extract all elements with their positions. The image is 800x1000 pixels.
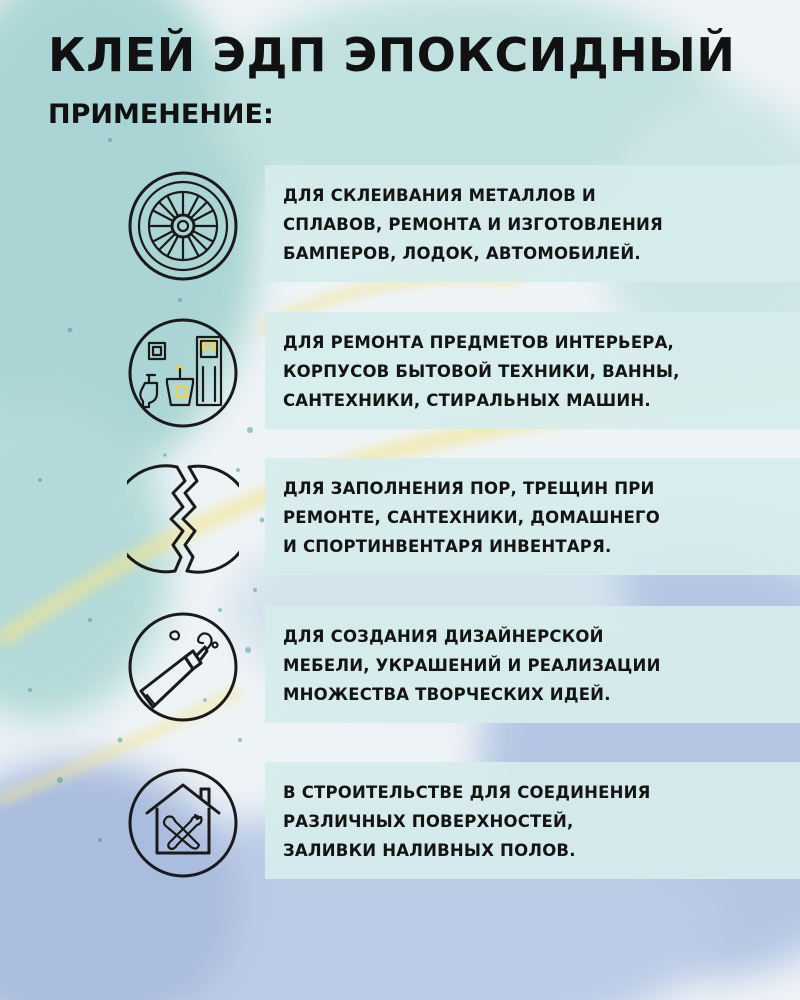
usage-text-line: БАМПЕРОВ, ЛОДОК, АВТОМОБИЛЕЙ.	[283, 244, 641, 263]
house-tools-icon	[127, 767, 239, 879]
usage-text-line: РЕМОНТЕ, САНТЕХНИКИ, ДОМАШНЕГО	[283, 508, 660, 527]
usage-text-line: И СПОРТИНВЕНТАРЯ ИНВЕНТАРЯ.	[283, 537, 612, 556]
usage-item-interior	[0, 312, 800, 442]
section-subtitle: ПРИМЕНЕНИЕ:	[48, 99, 274, 130]
page-title: КЛЕЙ ЭДП ЭПОКСИДНЫЙ	[48, 28, 736, 82]
usage-text-panel	[265, 606, 800, 723]
usage-text-panel	[265, 458, 800, 575]
usage-text-line: МЕБЕЛИ, УКРАШЕНИЙ И РЕАЛИЗАЦИИ	[283, 656, 661, 675]
usage-item-design	[0, 606, 800, 736]
usage-item-cracks	[0, 458, 800, 588]
usage-text-panel	[265, 312, 800, 429]
usage-item-metals	[0, 165, 800, 295]
usage-text-line: КОРПУСОВ БЫТОВОЙ ТЕХНИКИ, ВАННЫ,	[283, 362, 680, 381]
wheel-icon	[127, 170, 239, 282]
usage-text-line: В СТРОИТЕЛЬСТВЕ ДЛЯ СОЕДИНЕНИЯ	[283, 783, 651, 802]
glue-tube-icon	[127, 611, 239, 723]
usage-text-line: ДЛЯ СКЛЕИВАНИЯ МЕТАЛЛОВ И	[283, 186, 596, 205]
usage-item-construction	[0, 762, 800, 892]
usage-text-line: РАЗЛИЧНЫХ ПОВЕРХНОСТЕЙ,	[283, 812, 574, 831]
crack-icon	[127, 463, 239, 575]
usage-text-panel	[265, 762, 800, 879]
bathroom-icon	[127, 317, 239, 429]
usage-text-line: САНТЕХНИКИ, СТИРАЛЬНЫХ МАШИН.	[283, 391, 651, 410]
usage-text-line: ДЛЯ ЗАПОЛНЕНИЯ ПОР, ТРЕЩИН ПРИ	[283, 479, 655, 498]
usage-text-line: СПЛАВОВ, РЕМОНТА И ИЗГОТОВЛЕНИЯ	[283, 215, 663, 234]
usage-text-panel	[265, 165, 800, 282]
usage-text-line: МНОЖЕСТВА ТВОРЧЕСКИХ ИДЕЙ.	[283, 685, 611, 704]
usage-text-line: ДЛЯ СОЗДАНИЯ ДИЗАЙНЕРСКОЙ	[283, 627, 604, 646]
usage-text-line: ДЛЯ РЕМОНТА ПРЕДМЕТОВ ИНТЕРЬЕРА,	[283, 333, 675, 352]
usage-text-line: ЗАЛИВКИ НАЛИВНЫХ ПОЛОВ.	[283, 841, 576, 860]
